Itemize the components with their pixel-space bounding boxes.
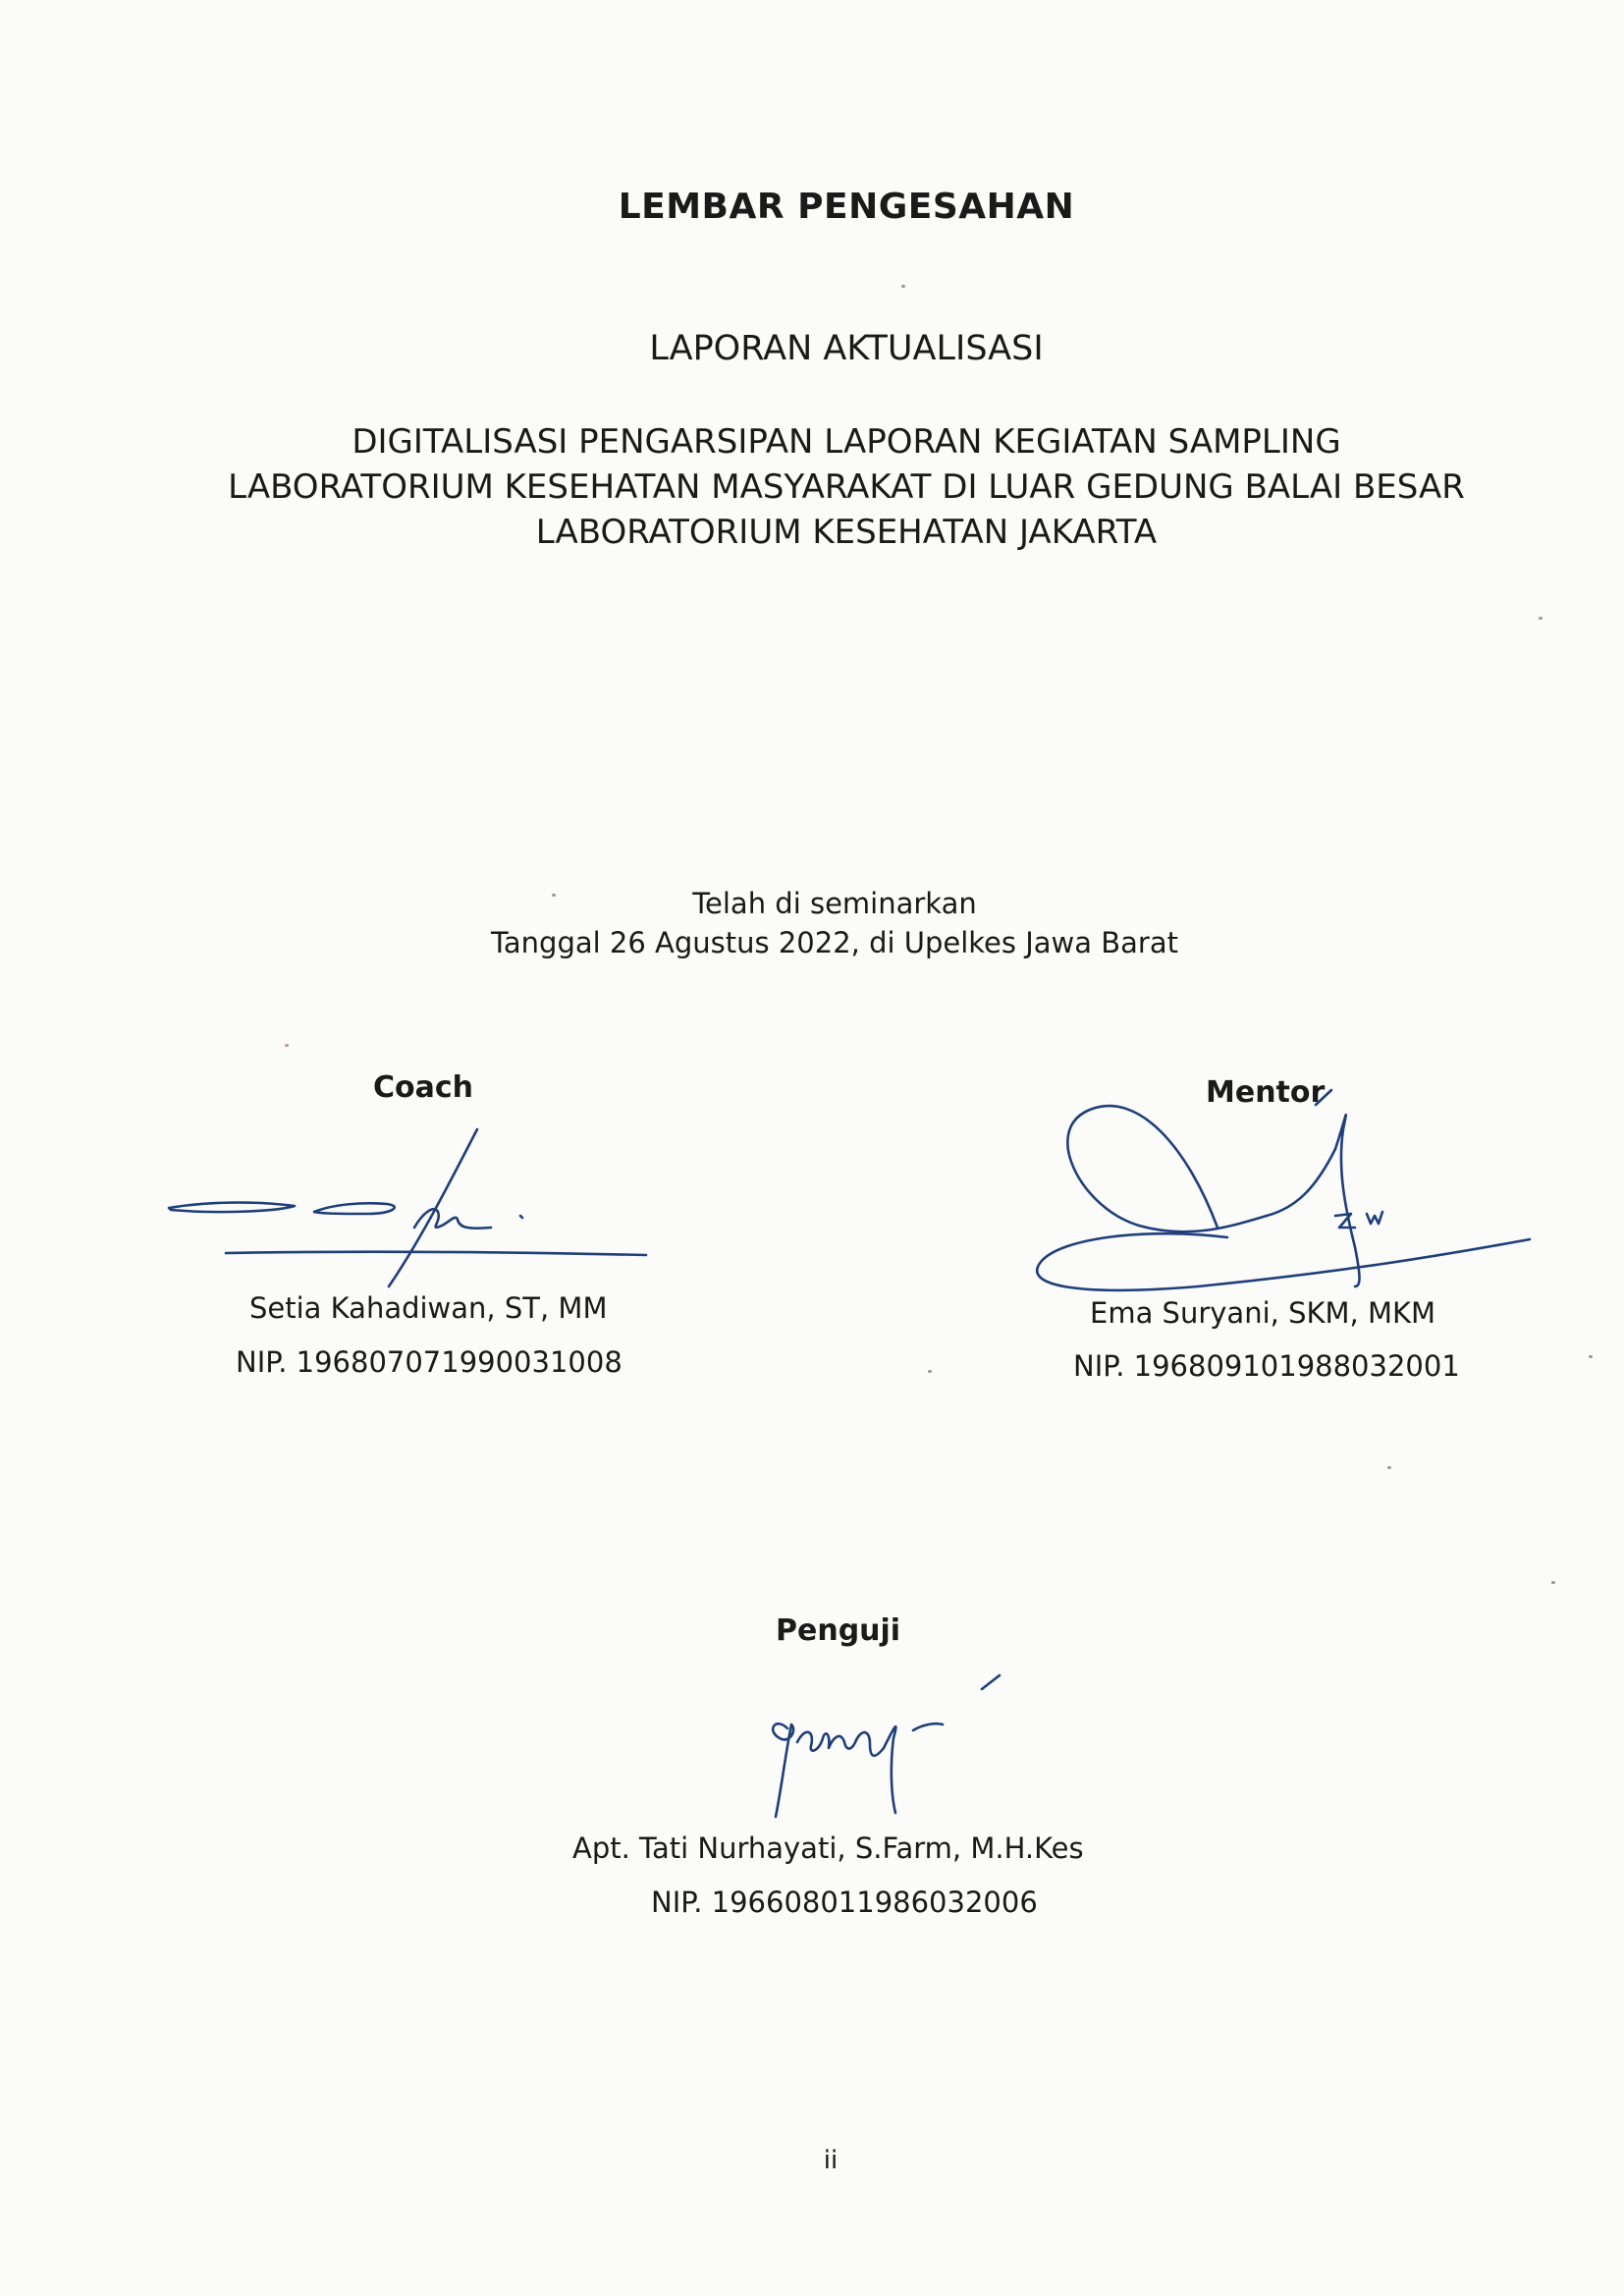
report-subtitle: LAPORAN AKTUALISASI: [649, 329, 1044, 368]
penguji-signature: [746, 1669, 1041, 1846]
penguji-nip: NIP. 196608011986032006: [651, 1886, 1038, 1919]
scan-speck: [1589, 1355, 1593, 1358]
penguji-role-label: Penguji: [776, 1613, 901, 1648]
scan-speck: [1551, 1581, 1555, 1584]
penguji-name: Apt. Tati Nurhayati, S.Farm, M.H.Kes: [572, 1831, 1084, 1865]
scan-speck: [552, 894, 556, 897]
scan-speck: [1539, 617, 1543, 620]
seminar-info: [393, 884, 1276, 962]
page-number: ii: [823, 2146, 839, 2175]
scan-speck: [928, 1370, 932, 1373]
mentor-name: Ema Suryani, SKM, MKM: [1090, 1296, 1436, 1330]
topic-line: DIGITALISASI PENGARSIPAN LAPORAN KEGIATAN SAMPLING: [352, 422, 1341, 462]
topic-line: LABORATORIUM KESEHATAN JAKARTA: [535, 513, 1158, 552]
coach-nip: NIP. 196807071990031008: [236, 1345, 623, 1379]
seminar-line: Telah di seminarkan: [692, 887, 977, 920]
coach-name: Setia Kahadiwan, ST, MM: [249, 1291, 608, 1325]
report-topic: [196, 419, 1496, 555]
mentor-nip: NIP. 196809101988032001: [1073, 1349, 1460, 1383]
coach-role-label: Coach: [373, 1070, 474, 1105]
seminar-date-line: Tanggal 26 Agustus 2022, di Upelkes Jawa Barat: [490, 926, 1178, 959]
mentor-role-label: Mentor: [1206, 1075, 1326, 1110]
scan-speck: [285, 1044, 289, 1047]
topic-line: LABORATORIUM KESEHATAN MASYARAKAT DI LUAR GEDUNG BALAI BESAR: [228, 467, 1465, 507]
page-title: LEMBAR PENGESAHAN: [618, 187, 1075, 227]
coach-signature: [157, 1120, 668, 1316]
scan-speck: [901, 285, 905, 288]
scan-speck: [1387, 1466, 1391, 1469]
